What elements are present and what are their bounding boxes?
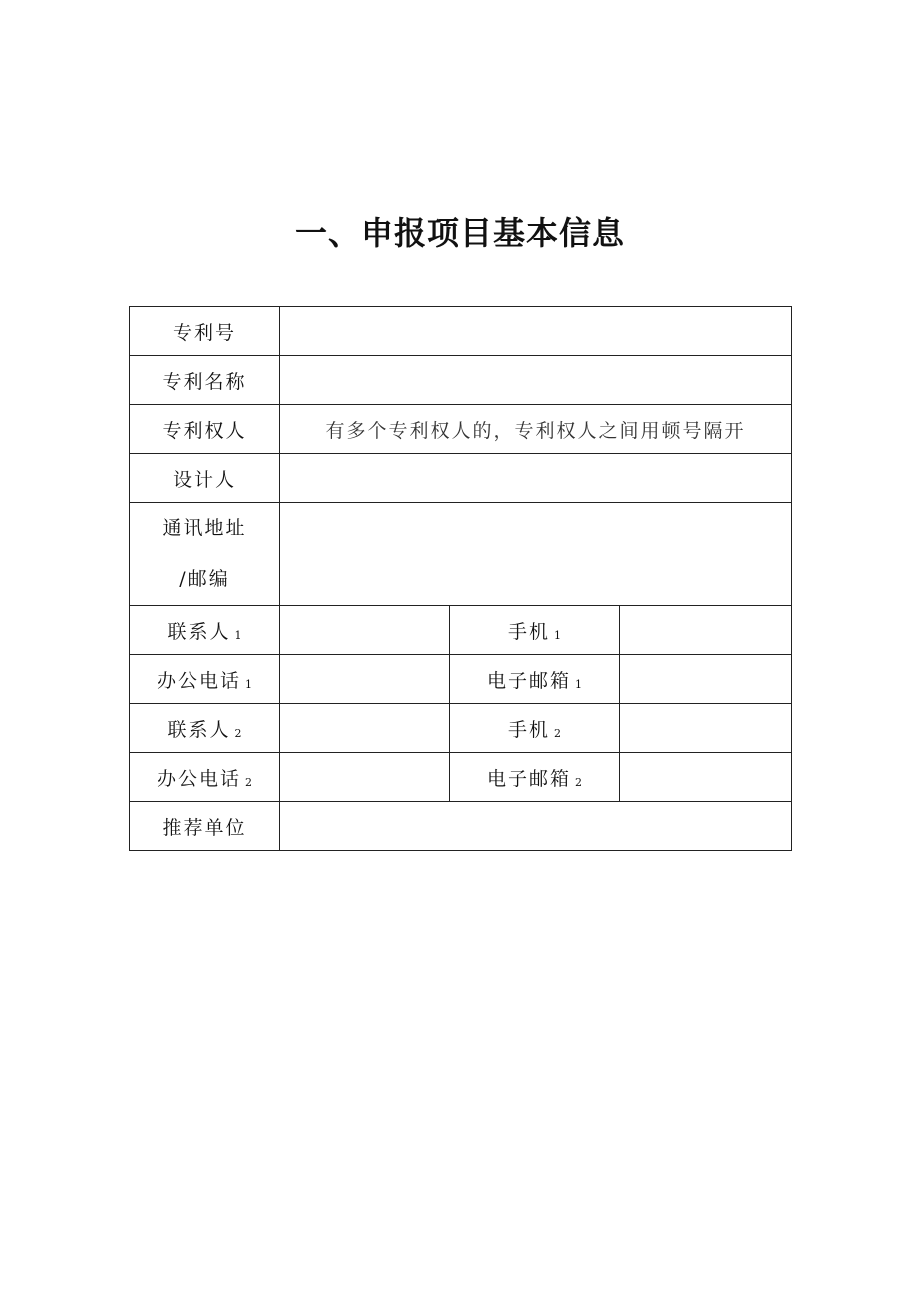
office-phone-1-label-sub: 1	[245, 677, 252, 691]
address-label-line2: /邮编	[179, 568, 230, 590]
mobile-1-label-sub: 1	[554, 628, 561, 642]
contact-2-field[interactable]	[280, 704, 450, 753]
patent-no-label: 专利号	[130, 307, 280, 356]
row-phone-2	[130, 753, 792, 802]
contact-2-label	[130, 704, 280, 753]
patentee-label: 专利权人	[130, 405, 280, 454]
mobile-2-label-sub: 2	[554, 726, 561, 740]
email-2-label-text: 电子邮箱	[486, 767, 571, 790]
contact-2-label-text: 联系人	[167, 718, 231, 741]
office-phone-2-label	[130, 753, 280, 802]
email-1-field[interactable]	[620, 655, 792, 704]
row-patent-no	[130, 307, 792, 356]
row-patent-name	[130, 356, 792, 405]
contact-1-label-sub: 1	[234, 628, 242, 642]
office-phone-2-field[interactable]	[280, 753, 450, 802]
mobile-1-label	[450, 606, 620, 655]
patent-no-field[interactable]	[280, 307, 792, 356]
address-label-line1: 通讯地址	[162, 517, 247, 539]
address-label	[130, 503, 280, 606]
contact-1-label	[130, 606, 280, 655]
row-contact-1	[130, 606, 792, 655]
mobile-2-field[interactable]	[620, 704, 792, 753]
row-address	[130, 503, 792, 606]
office-phone-2-label-sub: 2	[245, 775, 252, 789]
designer-label: 设计人	[130, 454, 280, 503]
row-contact-2	[130, 704, 792, 753]
designer-field[interactable]	[280, 454, 792, 503]
basic-info-table	[129, 306, 792, 851]
patentee-field[interactable]: 有多个专利权人的，专利权人之间用顿号隔开	[280, 405, 792, 454]
mobile-2-label-text: 手机	[507, 718, 550, 741]
patent-name-field[interactable]	[280, 356, 792, 405]
office-phone-2-label-text: 办公电话	[156, 767, 241, 790]
email-2-field[interactable]	[620, 753, 792, 802]
row-patentee	[130, 405, 792, 454]
contact-1-label-text: 联系人	[167, 620, 231, 643]
email-2-label	[450, 753, 620, 802]
email-1-label	[450, 655, 620, 704]
mobile-2-label	[450, 704, 620, 753]
mobile-1-label-text: 手机	[507, 620, 550, 643]
row-phone-1	[130, 655, 792, 704]
mobile-1-field[interactable]	[620, 606, 792, 655]
email-2-label-sub: 2	[575, 775, 582, 789]
email-1-label-text: 电子邮箱	[486, 669, 571, 692]
contact-2-label-sub: 2	[234, 726, 242, 740]
address-field[interactable]	[280, 503, 792, 606]
recommender-field[interactable]	[280, 802, 792, 851]
patent-name-label: 专利名称	[130, 356, 280, 405]
contact-1-field[interactable]	[280, 606, 450, 655]
row-recommender	[130, 802, 792, 851]
office-phone-1-field[interactable]	[280, 655, 450, 704]
office-phone-1-label	[130, 655, 280, 704]
page-title: 一、申报项目基本信息	[294, 214, 625, 252]
recommender-label: 推荐单位	[130, 802, 280, 851]
email-1-label-sub: 1	[575, 677, 582, 691]
row-designer	[130, 454, 792, 503]
office-phone-1-label-text: 办公电话	[156, 669, 241, 692]
